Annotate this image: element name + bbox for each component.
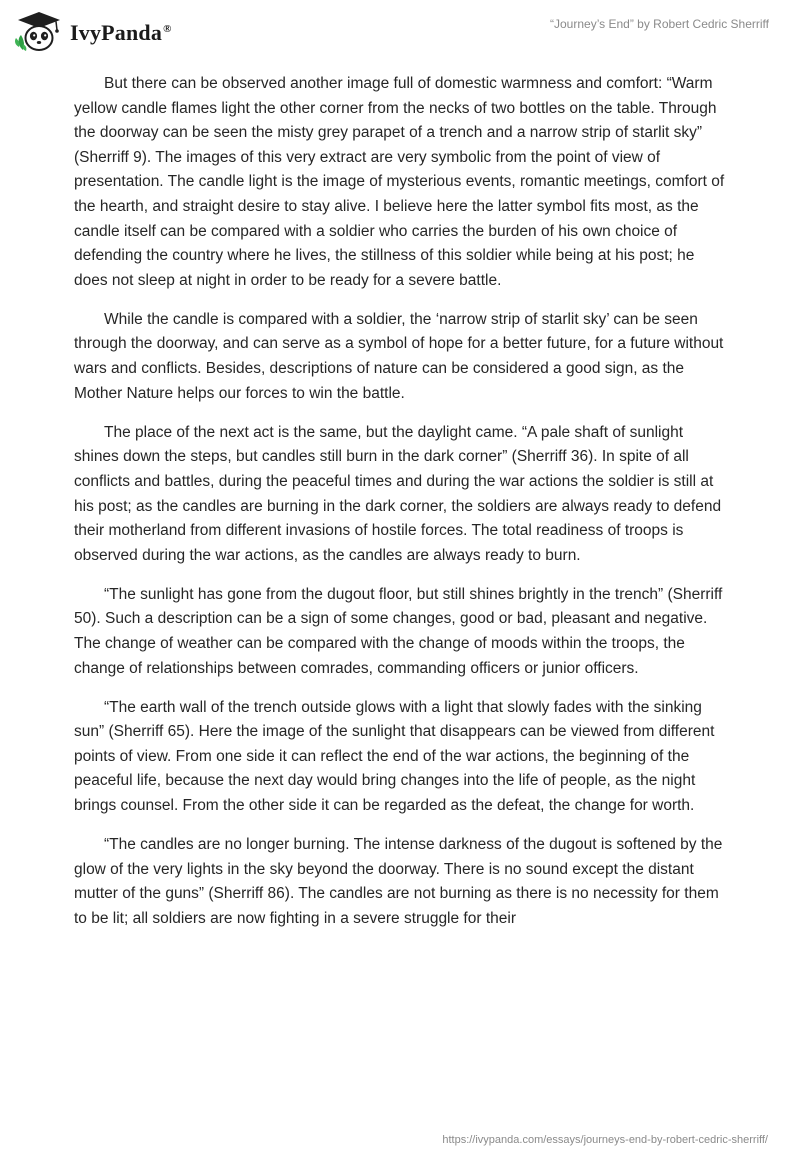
brand-name: IvyPanda® — [70, 20, 172, 45]
page-header — [0, 0, 800, 60]
paragraph: “The candles are no longer burning. The intense darkness of the dugout is softened by the glow of the very lights in the sky beyond the doorway. There is no sound except the distant mutter of the guns” (Sherriff 86). The candles are not burning as there is no necessity for them to be lit; all soldiers are now fighting in a severe struggle for their — [74, 836, 723, 927]
ivypanda-logo[interactable] — [14, 10, 172, 52]
essay-body — [74, 72, 726, 946]
document-title: “Journey’s End” by Robert Cedric Sherriff — [550, 17, 769, 31]
paragraph: “The earth wall of the trench outside glows with a light that slowly fades with the sinking sun” (Sherriff 65). Here the image of the sunlight that disappears can be viewed from different points of view. From one side it can reflect the end of the war actions, the beginning of the peaceful life, because the next day would bring changes into the life of people, as the night brings counsel. From the other side it can be regarded as the defeat, the change for worth. — [74, 698, 715, 815]
paragraph: While the candle is compared with a soldier, the ‘narrow strip of starlit sky’ can be seen through the doorway, and can serve as a symbol of hope for a better future, for a future without wars and conflicts. Besides, descriptions of nature can be considered a good sign, as the Mother Nature helps our forces to win the battle. — [74, 310, 724, 402]
panda-graduation-cap-icon — [14, 10, 64, 52]
paragraph: But there can be observed another image full of domestic warmness and comfort: “Warm yellow candle flames light the other corner from the necks of two bottles on the table. Through the doorway can be seen the misty grey parapet of a trench and a narrow strip of starlit sky” (Sherriff 9). The images of this very extract are very symbolic from the point of view of presentation. The candle light is the image of mysterious events, romantic meetings, comfort of the hearth, and straight desire to stay alive. I believe here the latter symbol fits most, as the candle itself can be compared with a soldier who carries the burden of his own choice of defending the country where he lives, the stillness of this soldier while being at his post; he does not sleep at night in order to be ready for a severe battle. — [74, 75, 725, 289]
source-url[interactable]: https://ivypanda.com/essays/journeys-end-by-robert-cedric-sherriff/ — [442, 1134, 768, 1146]
paragraph: The place of the next act is the same, but the daylight came. “A pale shaft of sunlight shines down the steps, but candles still burn in the dark corner” (Sherriff 36). In spite of all conflicts and battles, during the peaceful times and during the war actions the soldier is still at his post; as the candles are burning in the dark corner, the soldiers are always ready to defend their motherland from different invasions of hostile forces. The total readiness of troops is observed during the war actions, as the candles are always ready to burn. — [74, 423, 722, 564]
paragraph: “The sunlight has gone from the dugout floor, but still shines brightly in the trench” (Sherriff 50). Such a description can be a sign of some changes, good or bad, pleasant and negative. The change of weather can be compared with the change of moods within the troops, the change of relationships between comrades, commanding officers or junior officers. — [74, 585, 723, 677]
